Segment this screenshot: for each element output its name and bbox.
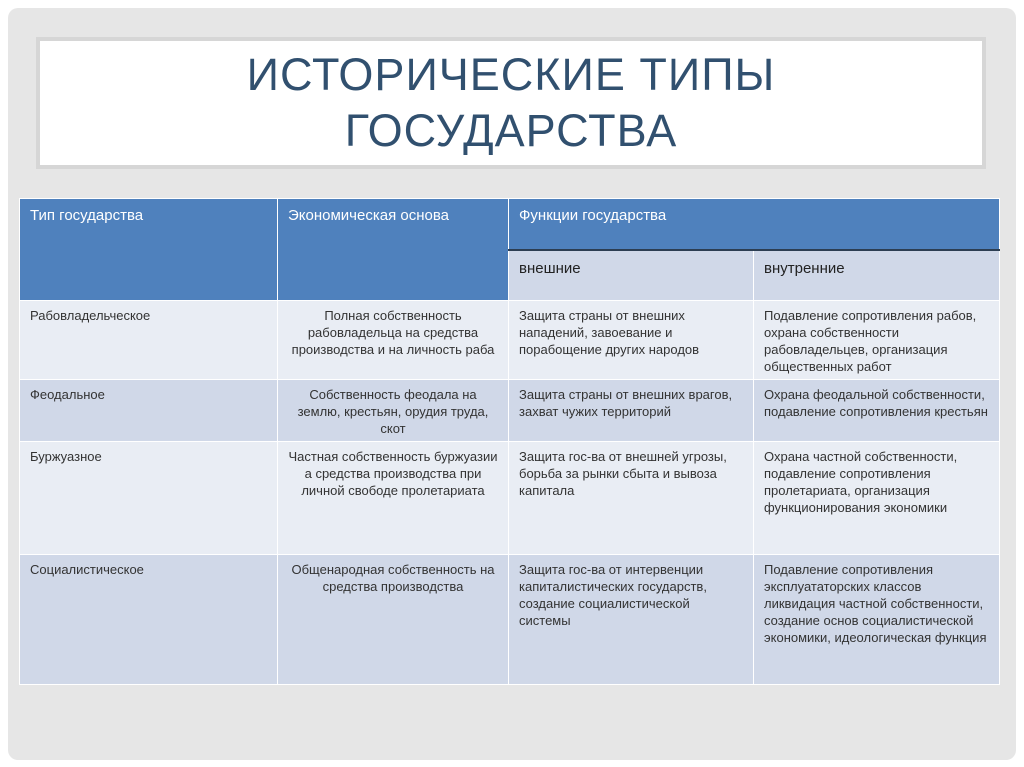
state-types-table <box>19 198 1000 685</box>
header-functions: Функции государства <box>509 199 1000 250</box>
cell-type: Феодальное <box>20 380 278 442</box>
table-row <box>20 442 1000 555</box>
header-internal: внутренние <box>754 250 1000 301</box>
cell-external: Защита гос-ва от внешней угрозы, борьба за рынки сбыта и вывоза капитала <box>509 442 754 555</box>
table-row <box>20 301 1000 380</box>
table-header-row <box>20 199 1000 250</box>
cell-external: Защита гос-ва от интервенции капиталистических государств, создание социалистической системы <box>509 555 754 685</box>
header-type: Тип государства <box>20 199 278 301</box>
title-box <box>36 37 986 169</box>
cell-internal: Подавление сопротивления рабов, охрана собственности рабовладельцев, организация общественных работ <box>754 301 1000 380</box>
cell-economy: Частная собственность буржуазии а средства производства при личной свободе пролетариата <box>278 442 509 555</box>
table-row <box>20 555 1000 685</box>
cell-economy: Общенародная собственность на средства производства <box>278 555 509 685</box>
table-row <box>20 380 1000 442</box>
cell-type: Буржуазное <box>20 442 278 555</box>
cell-internal: Подавление сопротивления эксплуататорских классов ликвидация частной собственности, создание основ социалистической экономики, идеологическая функция <box>754 555 1000 685</box>
cell-type: Рабовладельческое <box>20 301 278 380</box>
cell-external: Защита страны от внешних врагов, захват чужих территорий <box>509 380 754 442</box>
slide-title-line-2: ГОСУДАРСТВА <box>344 105 678 156</box>
slide-title-line-1: ИСТОРИЧЕСКИЕ ТИПЫ <box>246 49 776 100</box>
cell-economy: Собственность феодала на землю, крестьян, орудия труда, скот <box>278 380 509 442</box>
cell-type: Социалистическое <box>20 555 278 685</box>
cell-external: Защита страны от внешних нападений, завоевание и порабощение других народов <box>509 301 754 380</box>
slide-title <box>247 47 776 159</box>
header-external: внешние <box>509 250 754 301</box>
cell-economy: Полная собственность рабовладельца на средства производства и на личность раба <box>278 301 509 380</box>
cell-internal: Охрана частной собственности, подавление сопротивления пролетариата, организация функционирования экономики <box>754 442 1000 555</box>
cell-internal: Охрана феодальной собственности, подавление сопротивления крестьян <box>754 380 1000 442</box>
header-economy: Экономическая основа <box>278 199 509 301</box>
